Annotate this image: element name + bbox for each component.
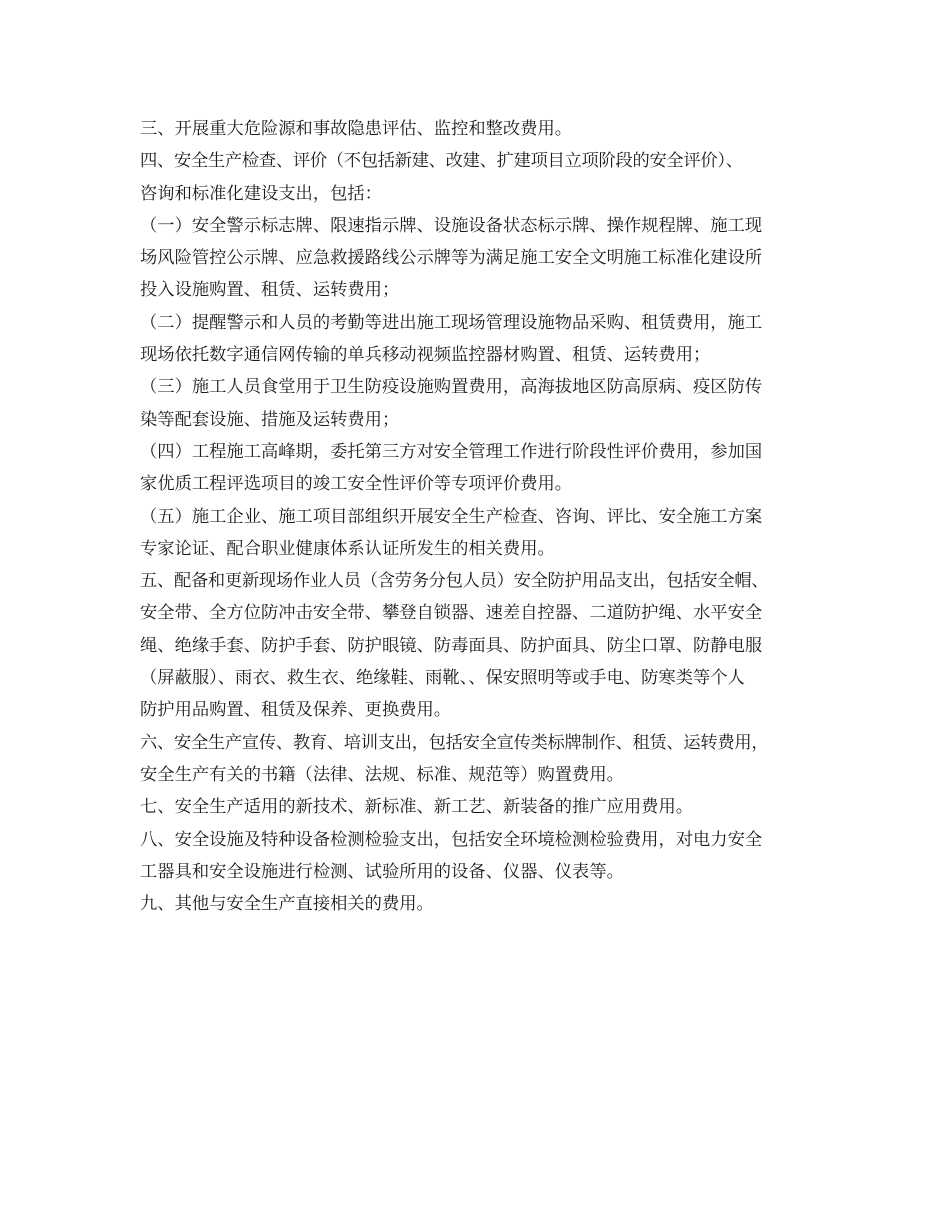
text-line: （屏蔽服）、雨衣、救生衣、绝缘鞋、雨靴、、保安照明等或手电、防寒类等个人 — [140, 668, 745, 689]
text-line: 四、安全生产检查、评价（不包括新建、改建、扩建项目立项阶段的安全评价）、 — [140, 151, 743, 172]
text-line: 八、安全设施及特种设备检测检验支出，包括安全环境检测检验费用，对电力安全 — [140, 829, 763, 850]
text-line: 九、其他与安全生产直接相关的费用。 — [140, 894, 434, 915]
text-line: 染等配套设施、措施及运转费用； — [140, 409, 400, 430]
text-line: 投入设施购置、租赁、运转费用； — [140, 280, 400, 301]
text-line: 六、安全生产宣传、教育、培训支出，包括安全宣传类标牌制作、租赁、运转费用， — [140, 732, 769, 753]
text-line: 三、开展重大危险源和事故隐患评估、监控和整改费用。 — [140, 119, 573, 139]
text-line: 七、安全生产适用的新技术、新标准、新工艺、新装备的推广应用费用。 — [140, 797, 694, 818]
text-line: 工器具和安全设施进行检测、试验所用的设备、仪器、仪表等。 — [140, 861, 624, 882]
text-line: 安全生产有关的书籍（法律、法规、标准、规范等）购置费用。 — [140, 764, 624, 785]
text-line: （三）施工人员食堂用于卫生防疫设施购置费用，高海拔地区防高原病、疫区防传 — [140, 377, 763, 398]
text-line: 场风险管控公示牌、应急救援路线公示牌等为满足施工安全文明施工标准化建设所 — [140, 248, 763, 269]
text-line: （二）提醒警示和人员的考勤等进出施工现场管理设施物品采购、租赁费用，施工 — [140, 312, 763, 333]
document-body — [140, 113, 830, 920]
text-line: （一）安全警示标志牌、限速指示牌、设施设备状态标示牌、操作规程牌、施工现 — [140, 215, 763, 236]
text-line: （五）施工企业、施工项目部组织开展安全生产检查、咨询、评比、安全施工方案 — [140, 506, 763, 527]
text-line: 绳、绝缘手套、防护手套、防护眼镜、防毒面具、防护面具、防尘口罩、防静电服 — [140, 635, 763, 656]
text-line: 专家论证、配合职业健康体系认证所发生的相关费用。 — [140, 538, 555, 559]
text-line: 家优质工程评选项目的竣工安全性评价等专项评价费用。 — [140, 474, 573, 495]
text-line: （四）工程施工高峰期，委托第三方对安全管理工作进行阶段性评价费用，参加国 — [140, 441, 763, 462]
text-line: 咨询和标准化建设支出，包括： — [140, 183, 382, 204]
text-line: 安全带、全方位防冲击安全带、攀登自锁器、速差自控器、二道防护绳、水平安全 — [140, 603, 763, 624]
text-line: 防护用品购置、租赁及保养、更换费用。 — [140, 700, 452, 721]
text-line: 五、配备和更新现场作业人员（含劳务分包人员）安全防护用品支出，包括安全帽、 — [140, 571, 769, 592]
text-line: 现场依托数字通信网传输的单兵移动视频监控器材购置、租赁、运转费用； — [140, 345, 711, 366]
